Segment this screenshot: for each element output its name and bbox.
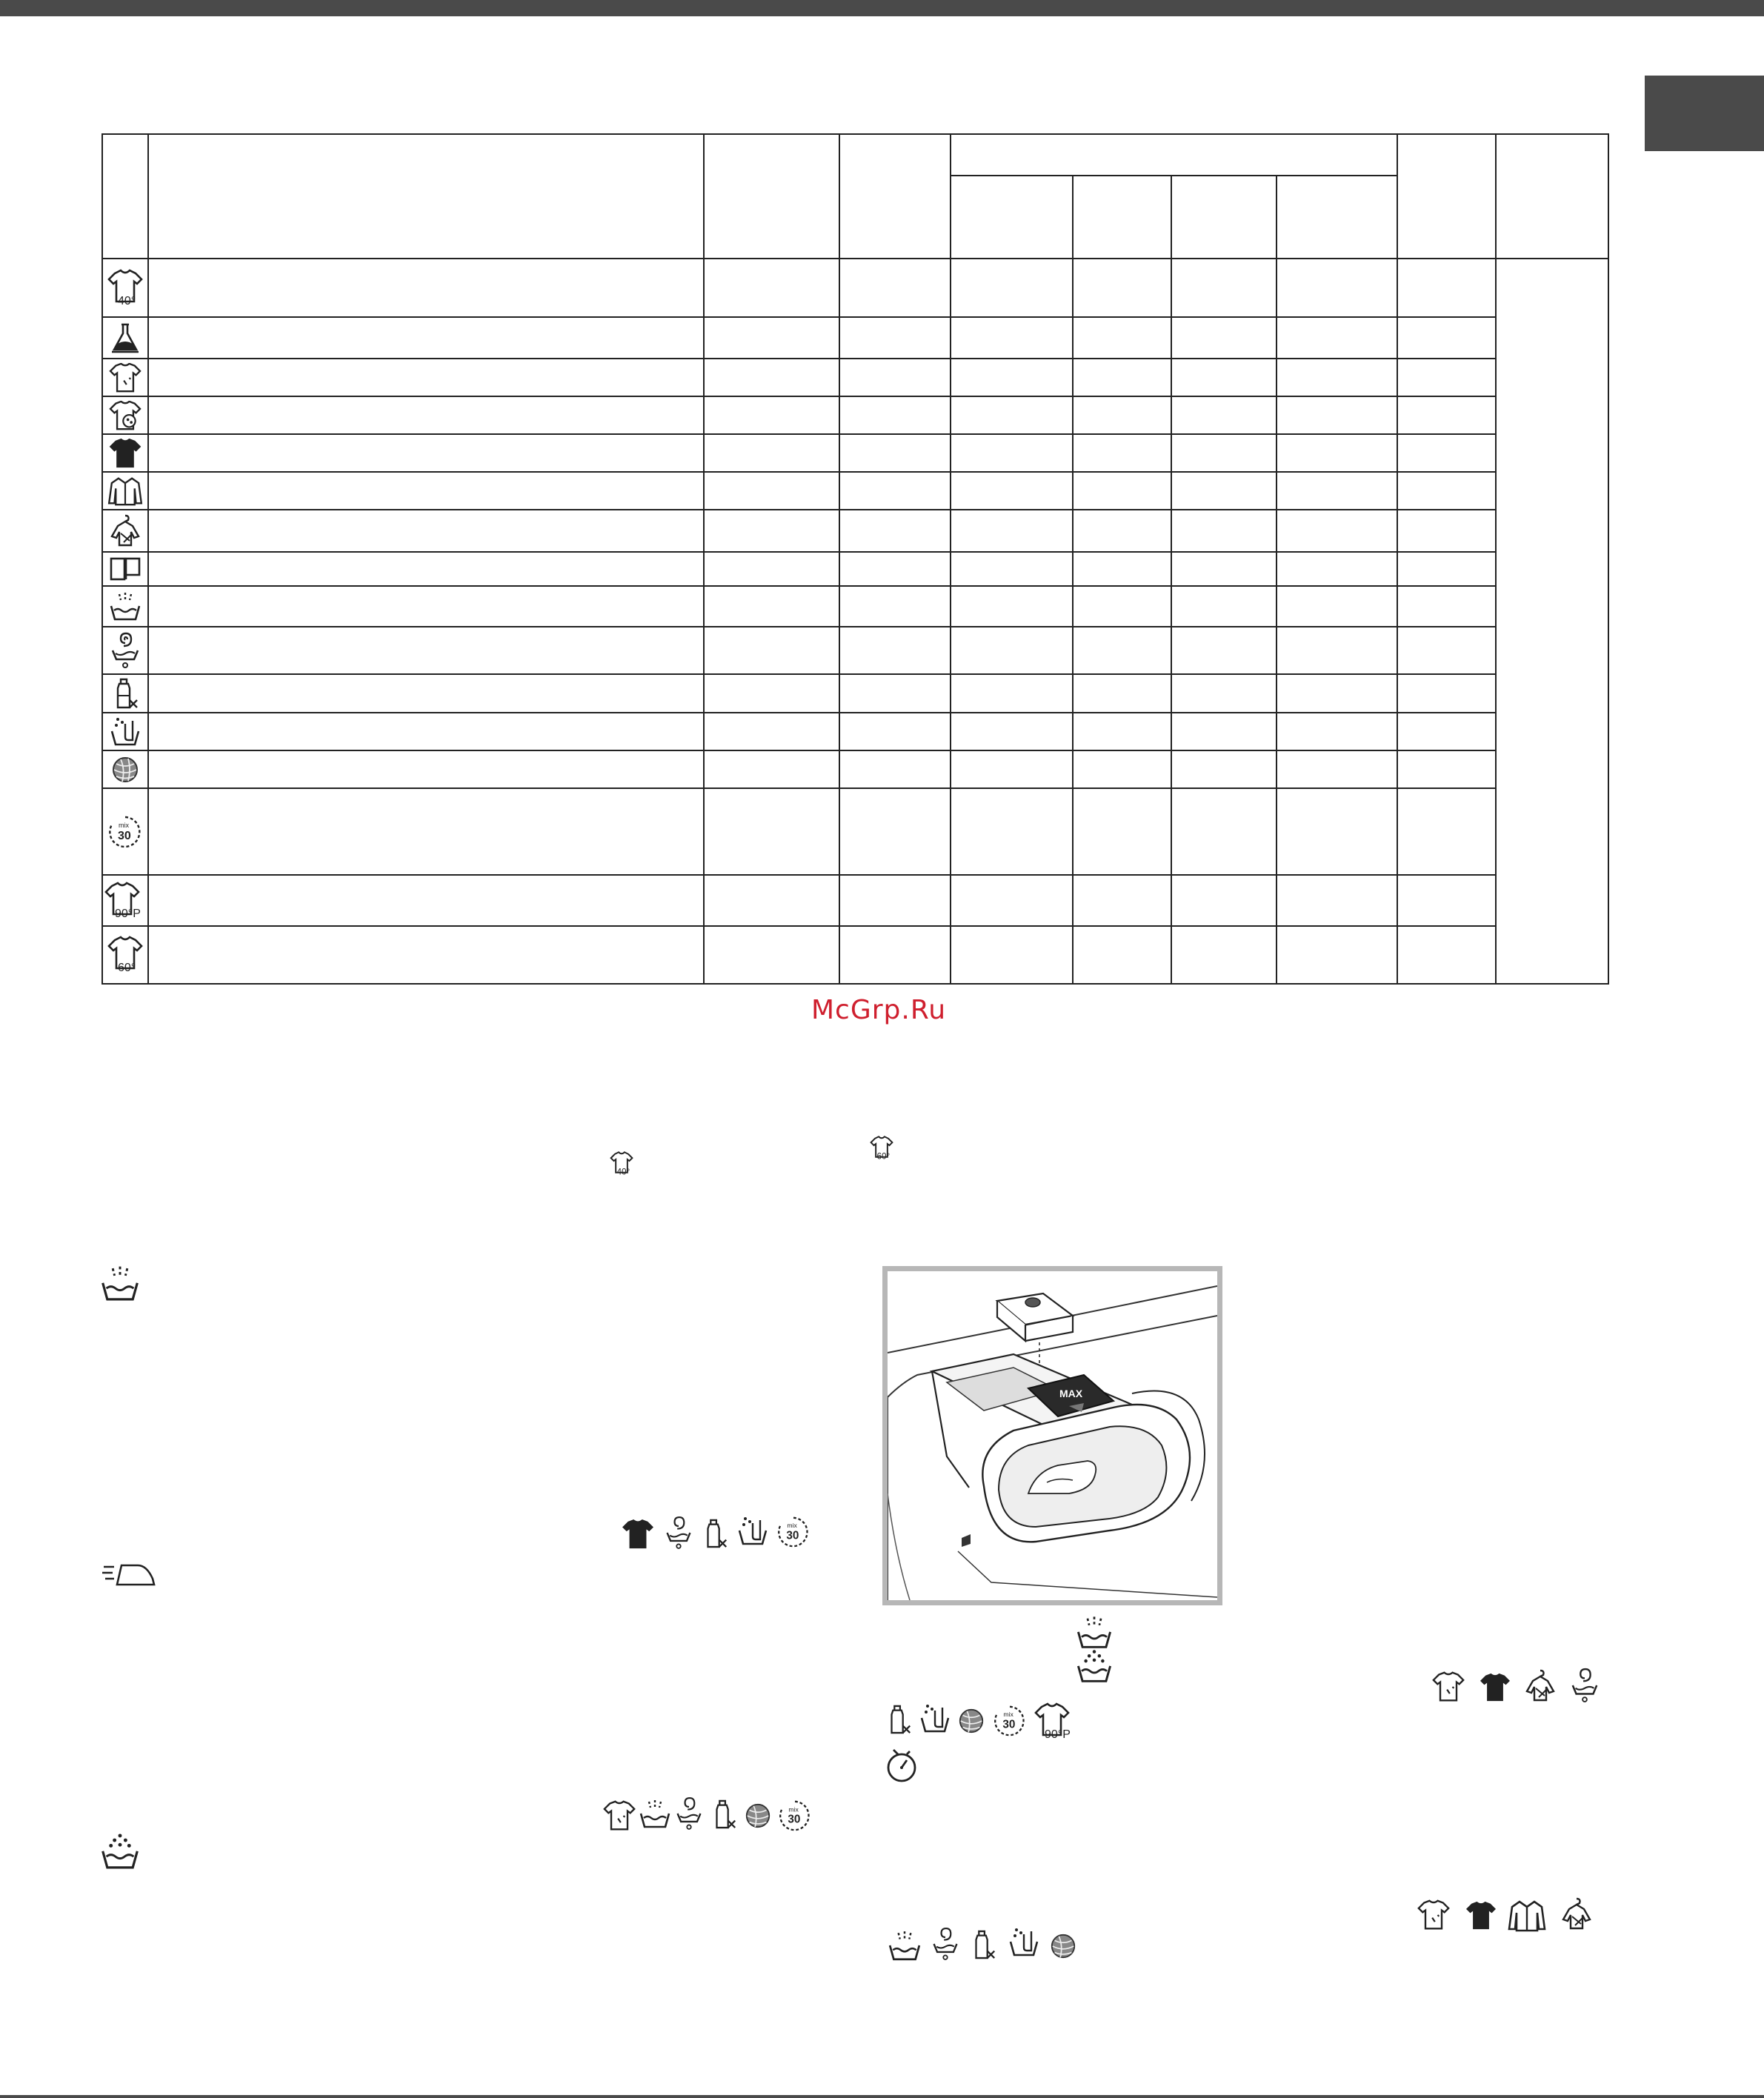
svg-text:mix: mix bbox=[787, 1522, 797, 1530]
programme-icon-cell bbox=[102, 434, 148, 472]
flask-icon bbox=[110, 322, 140, 354]
stained-shirt-icon bbox=[1417, 1899, 1450, 1931]
cell bbox=[1171, 434, 1277, 472]
cell bbox=[1171, 552, 1277, 586]
svg-text:60°: 60° bbox=[876, 1151, 891, 1161]
cell bbox=[148, 510, 704, 552]
cell bbox=[148, 788, 704, 875]
cell bbox=[704, 926, 839, 984]
spiral-basin-icon bbox=[664, 1515, 693, 1551]
hand-wash-icon bbox=[919, 1702, 951, 1735]
cell bbox=[1397, 317, 1496, 359]
programme-icon-cell bbox=[102, 750, 148, 788]
cell bbox=[951, 472, 1073, 510]
top-header-bar bbox=[0, 0, 1764, 16]
cell bbox=[951, 713, 1073, 750]
svg-text:mix: mix bbox=[119, 821, 129, 829]
cell bbox=[839, 674, 951, 713]
header-cell bbox=[951, 176, 1073, 259]
iron-icon bbox=[101, 1561, 157, 1591]
cell bbox=[1277, 472, 1397, 510]
timer-icon bbox=[885, 1747, 919, 1784]
svg-text:90°P: 90°P bbox=[115, 907, 141, 920]
cell bbox=[951, 259, 1073, 317]
wool-icon bbox=[744, 1802, 772, 1830]
wool-icon bbox=[110, 755, 140, 785]
wool-icon bbox=[1049, 1932, 1077, 1960]
hanging-garment-icon bbox=[1524, 1668, 1557, 1704]
cell bbox=[1171, 627, 1277, 674]
cell bbox=[839, 472, 951, 510]
cell bbox=[704, 875, 839, 926]
cell bbox=[704, 259, 839, 317]
cell bbox=[839, 627, 951, 674]
cell bbox=[1073, 259, 1171, 317]
cell bbox=[1171, 926, 1277, 984]
delicate-basin-icon bbox=[100, 1265, 140, 1303]
dark-shirt-icon bbox=[109, 439, 142, 468]
cell bbox=[839, 510, 951, 552]
programme-icon-cell bbox=[102, 875, 148, 926]
cell bbox=[1073, 396, 1171, 434]
cell bbox=[148, 317, 704, 359]
hanging-garment-icon bbox=[1560, 1896, 1593, 1932]
cell bbox=[1277, 434, 1397, 472]
dark-shirt-icon bbox=[1465, 1901, 1497, 1931]
cell bbox=[951, 788, 1073, 875]
svg-text:90°P: 90°P bbox=[1045, 1728, 1071, 1741]
cell bbox=[1397, 586, 1496, 627]
baby-bottle-icon bbox=[710, 1797, 738, 1831]
programme-icon-cell bbox=[102, 359, 148, 396]
cell bbox=[1073, 552, 1171, 586]
cell bbox=[704, 788, 839, 875]
table-row bbox=[102, 396, 1608, 434]
programme-icon-cell bbox=[102, 472, 148, 510]
cell bbox=[1171, 510, 1277, 552]
cell bbox=[148, 713, 704, 750]
programme-icon-cell bbox=[102, 713, 148, 750]
mix-30-icon bbox=[778, 1799, 812, 1833]
programme-icon-cell bbox=[102, 788, 148, 875]
spiral-basin-icon bbox=[1569, 1667, 1600, 1704]
cell bbox=[839, 552, 951, 586]
header-cell bbox=[102, 134, 148, 259]
cell bbox=[839, 396, 951, 434]
cell bbox=[1073, 586, 1171, 627]
cell bbox=[704, 472, 839, 510]
cell bbox=[1171, 713, 1277, 750]
cell bbox=[951, 627, 1073, 674]
cell bbox=[1073, 434, 1171, 472]
cell bbox=[148, 750, 704, 788]
cell bbox=[1277, 396, 1397, 434]
svg-text:MAX: MAX bbox=[1059, 1388, 1083, 1399]
cell bbox=[148, 674, 704, 713]
cell bbox=[1277, 627, 1397, 674]
cell bbox=[839, 317, 951, 359]
cell bbox=[1277, 586, 1397, 627]
table-header-row bbox=[102, 134, 1608, 176]
cell bbox=[148, 926, 704, 984]
header-cell bbox=[1073, 176, 1171, 259]
intensive-basin-icon bbox=[1076, 1649, 1113, 1685]
merged-last-column-cell bbox=[1496, 259, 1608, 984]
cell bbox=[1073, 926, 1171, 984]
language-tab bbox=[1645, 76, 1764, 151]
towels-icon bbox=[109, 556, 142, 582]
cell bbox=[148, 259, 704, 317]
header-cell bbox=[839, 134, 951, 259]
cell bbox=[1171, 359, 1277, 396]
delicate-basin-icon bbox=[639, 1798, 671, 1831]
shirt-bio-icon bbox=[109, 401, 142, 430]
cell bbox=[1073, 674, 1171, 713]
cell bbox=[704, 586, 839, 627]
dark-shirt-icon bbox=[621, 1519, 655, 1550]
programme-table bbox=[101, 133, 1609, 985]
cell bbox=[839, 259, 951, 317]
shirt-40-icon bbox=[610, 1151, 633, 1176]
cell bbox=[704, 317, 839, 359]
hand-wash-icon bbox=[109, 716, 142, 747]
dark-shirt-icon bbox=[1479, 1673, 1511, 1702]
dispenser-drawer-illustration bbox=[888, 1271, 1217, 1600]
cell bbox=[1397, 396, 1496, 434]
cell bbox=[1277, 317, 1397, 359]
cell bbox=[148, 875, 704, 926]
cell bbox=[1171, 750, 1277, 788]
svg-text:30: 30 bbox=[788, 1813, 801, 1826]
cell bbox=[704, 713, 839, 750]
header-cell bbox=[704, 134, 839, 259]
svg-text:60°: 60° bbox=[118, 962, 136, 974]
table-row bbox=[102, 713, 1608, 750]
table-row bbox=[102, 259, 1608, 317]
programme-icon-cell bbox=[102, 627, 148, 674]
cell bbox=[704, 510, 839, 552]
cell bbox=[839, 875, 951, 926]
header-cell bbox=[1171, 176, 1277, 259]
stained-shirt-icon bbox=[109, 363, 142, 393]
cell bbox=[951, 359, 1073, 396]
cell bbox=[951, 434, 1073, 472]
cell bbox=[1277, 875, 1397, 926]
spiral-basin-icon bbox=[109, 631, 142, 670]
cell bbox=[1171, 396, 1277, 434]
cell bbox=[1397, 674, 1496, 713]
hand-wash-icon bbox=[736, 1515, 769, 1548]
cell bbox=[839, 713, 951, 750]
table-row bbox=[102, 317, 1608, 359]
shirt-40-icon bbox=[107, 269, 143, 307]
delicate-basin-icon bbox=[1076, 1615, 1113, 1651]
baby-bottle-icon bbox=[885, 1702, 913, 1736]
cell bbox=[1397, 552, 1496, 586]
bottom-rule bbox=[0, 2095, 1764, 2098]
hand-wash-icon bbox=[1008, 1926, 1040, 1959]
programme-icon-cell bbox=[102, 510, 148, 552]
table-row bbox=[102, 472, 1608, 510]
cell bbox=[1397, 510, 1496, 552]
cell bbox=[148, 586, 704, 627]
mix-30-icon bbox=[107, 814, 143, 850]
hanging-garment-icon bbox=[109, 514, 142, 548]
table-row bbox=[102, 788, 1608, 875]
cell bbox=[1277, 674, 1397, 713]
cell bbox=[951, 586, 1073, 627]
cell bbox=[839, 434, 951, 472]
cell bbox=[704, 674, 839, 713]
cell bbox=[1397, 875, 1496, 926]
table-row bbox=[102, 627, 1608, 674]
cell bbox=[951, 552, 1073, 586]
table-row bbox=[102, 674, 1608, 713]
header-cell bbox=[148, 134, 704, 259]
cell bbox=[1277, 552, 1397, 586]
cell bbox=[1277, 713, 1397, 750]
cell bbox=[1171, 259, 1277, 317]
cell bbox=[1073, 510, 1171, 552]
header-group-cell bbox=[951, 134, 1397, 176]
svg-text:30: 30 bbox=[118, 829, 131, 842]
cell bbox=[1073, 472, 1171, 510]
cell bbox=[1073, 788, 1171, 875]
svg-text:40°: 40° bbox=[118, 294, 136, 307]
cell bbox=[1397, 713, 1496, 750]
stained-shirt-icon bbox=[1432, 1671, 1465, 1702]
header-cell bbox=[1277, 176, 1397, 259]
table-row bbox=[102, 359, 1608, 396]
cell bbox=[1397, 359, 1496, 396]
table-row bbox=[102, 434, 1608, 472]
cell bbox=[839, 586, 951, 627]
cell bbox=[704, 750, 839, 788]
cell bbox=[1171, 472, 1277, 510]
cell bbox=[1277, 510, 1397, 552]
cell bbox=[148, 472, 704, 510]
cell bbox=[1171, 788, 1277, 875]
watermark-text: McGrp.Ru bbox=[811, 995, 947, 1025]
shirt-60-icon bbox=[107, 936, 143, 974]
programme-icon-cell bbox=[102, 674, 148, 713]
cell bbox=[1073, 750, 1171, 788]
mix-30-icon bbox=[776, 1515, 811, 1549]
cell bbox=[1397, 434, 1496, 472]
cell bbox=[951, 317, 1073, 359]
cell bbox=[1073, 713, 1171, 750]
cell bbox=[839, 359, 951, 396]
table-row bbox=[102, 875, 1608, 926]
cell bbox=[839, 926, 951, 984]
table-row bbox=[102, 552, 1608, 586]
cell bbox=[1397, 926, 1496, 984]
svg-text:40°: 40° bbox=[616, 1167, 630, 1176]
spiral-basin-icon bbox=[674, 1796, 704, 1831]
delicate-basin-icon bbox=[888, 1929, 922, 1963]
cell bbox=[951, 750, 1073, 788]
cell bbox=[1277, 259, 1397, 317]
baby-bottle-icon bbox=[701, 1516, 729, 1551]
header-cell bbox=[1397, 134, 1496, 259]
cell bbox=[1073, 627, 1171, 674]
cell bbox=[704, 627, 839, 674]
table-row bbox=[102, 750, 1608, 788]
cell bbox=[1277, 926, 1397, 984]
table-row bbox=[102, 586, 1608, 627]
cell bbox=[148, 359, 704, 396]
programme-icon-cell bbox=[102, 396, 148, 434]
baby-bottle-icon bbox=[969, 1928, 997, 1962]
programme-icon-cell bbox=[102, 926, 148, 984]
cell bbox=[951, 510, 1073, 552]
cell bbox=[704, 434, 839, 472]
svg-text:30: 30 bbox=[786, 1529, 799, 1542]
cell bbox=[951, 926, 1073, 984]
intensive-basin-icon bbox=[100, 1833, 140, 1871]
svg-text:30: 30 bbox=[1002, 1718, 1016, 1731]
programme-icon-cell bbox=[102, 317, 148, 359]
shirt-60-icon bbox=[870, 1136, 893, 1161]
cell bbox=[1277, 359, 1397, 396]
table-row bbox=[102, 926, 1608, 984]
cell bbox=[704, 396, 839, 434]
cell bbox=[951, 674, 1073, 713]
shirt-jacket-icon bbox=[1508, 1899, 1546, 1932]
cell bbox=[704, 359, 839, 396]
svg-text:mix: mix bbox=[1003, 1711, 1014, 1719]
wool-icon bbox=[957, 1707, 985, 1735]
cell bbox=[1073, 875, 1171, 926]
cell bbox=[1397, 472, 1496, 510]
cell bbox=[839, 788, 951, 875]
baby-bottle-icon bbox=[110, 676, 140, 710]
table-row bbox=[102, 510, 1608, 552]
programme-icon-cell bbox=[102, 259, 148, 317]
cell bbox=[148, 434, 704, 472]
cell bbox=[148, 627, 704, 674]
header-cell bbox=[1496, 134, 1608, 259]
cell bbox=[1397, 259, 1496, 317]
mix-30-icon bbox=[993, 1704, 1027, 1738]
shirt-90p-icon bbox=[104, 882, 146, 920]
cell bbox=[1397, 788, 1496, 875]
cell bbox=[148, 396, 704, 434]
cell bbox=[951, 875, 1073, 926]
cell bbox=[1171, 586, 1277, 627]
programme-icon-cell bbox=[102, 586, 148, 627]
cell bbox=[148, 552, 704, 586]
svg-text:mix: mix bbox=[788, 1805, 799, 1814]
shirt-jacket-icon bbox=[107, 476, 143, 506]
cell bbox=[1073, 317, 1171, 359]
cell bbox=[1277, 788, 1397, 875]
cell bbox=[1397, 627, 1496, 674]
cell bbox=[1171, 875, 1277, 926]
cell bbox=[1171, 674, 1277, 713]
detergent-dispenser-figure bbox=[882, 1266, 1222, 1605]
cell bbox=[839, 750, 951, 788]
spiral-basin-icon bbox=[931, 1926, 960, 1962]
cell bbox=[1073, 359, 1171, 396]
cell bbox=[1277, 750, 1397, 788]
cell bbox=[951, 396, 1073, 434]
delicate-basin-icon bbox=[109, 591, 142, 622]
programme-icon-cell bbox=[102, 552, 148, 586]
shirt-90p-icon bbox=[1034, 1702, 1076, 1741]
cell bbox=[1171, 317, 1277, 359]
cell bbox=[1397, 750, 1496, 788]
stained-shirt-icon bbox=[603, 1800, 636, 1831]
cell bbox=[704, 552, 839, 586]
